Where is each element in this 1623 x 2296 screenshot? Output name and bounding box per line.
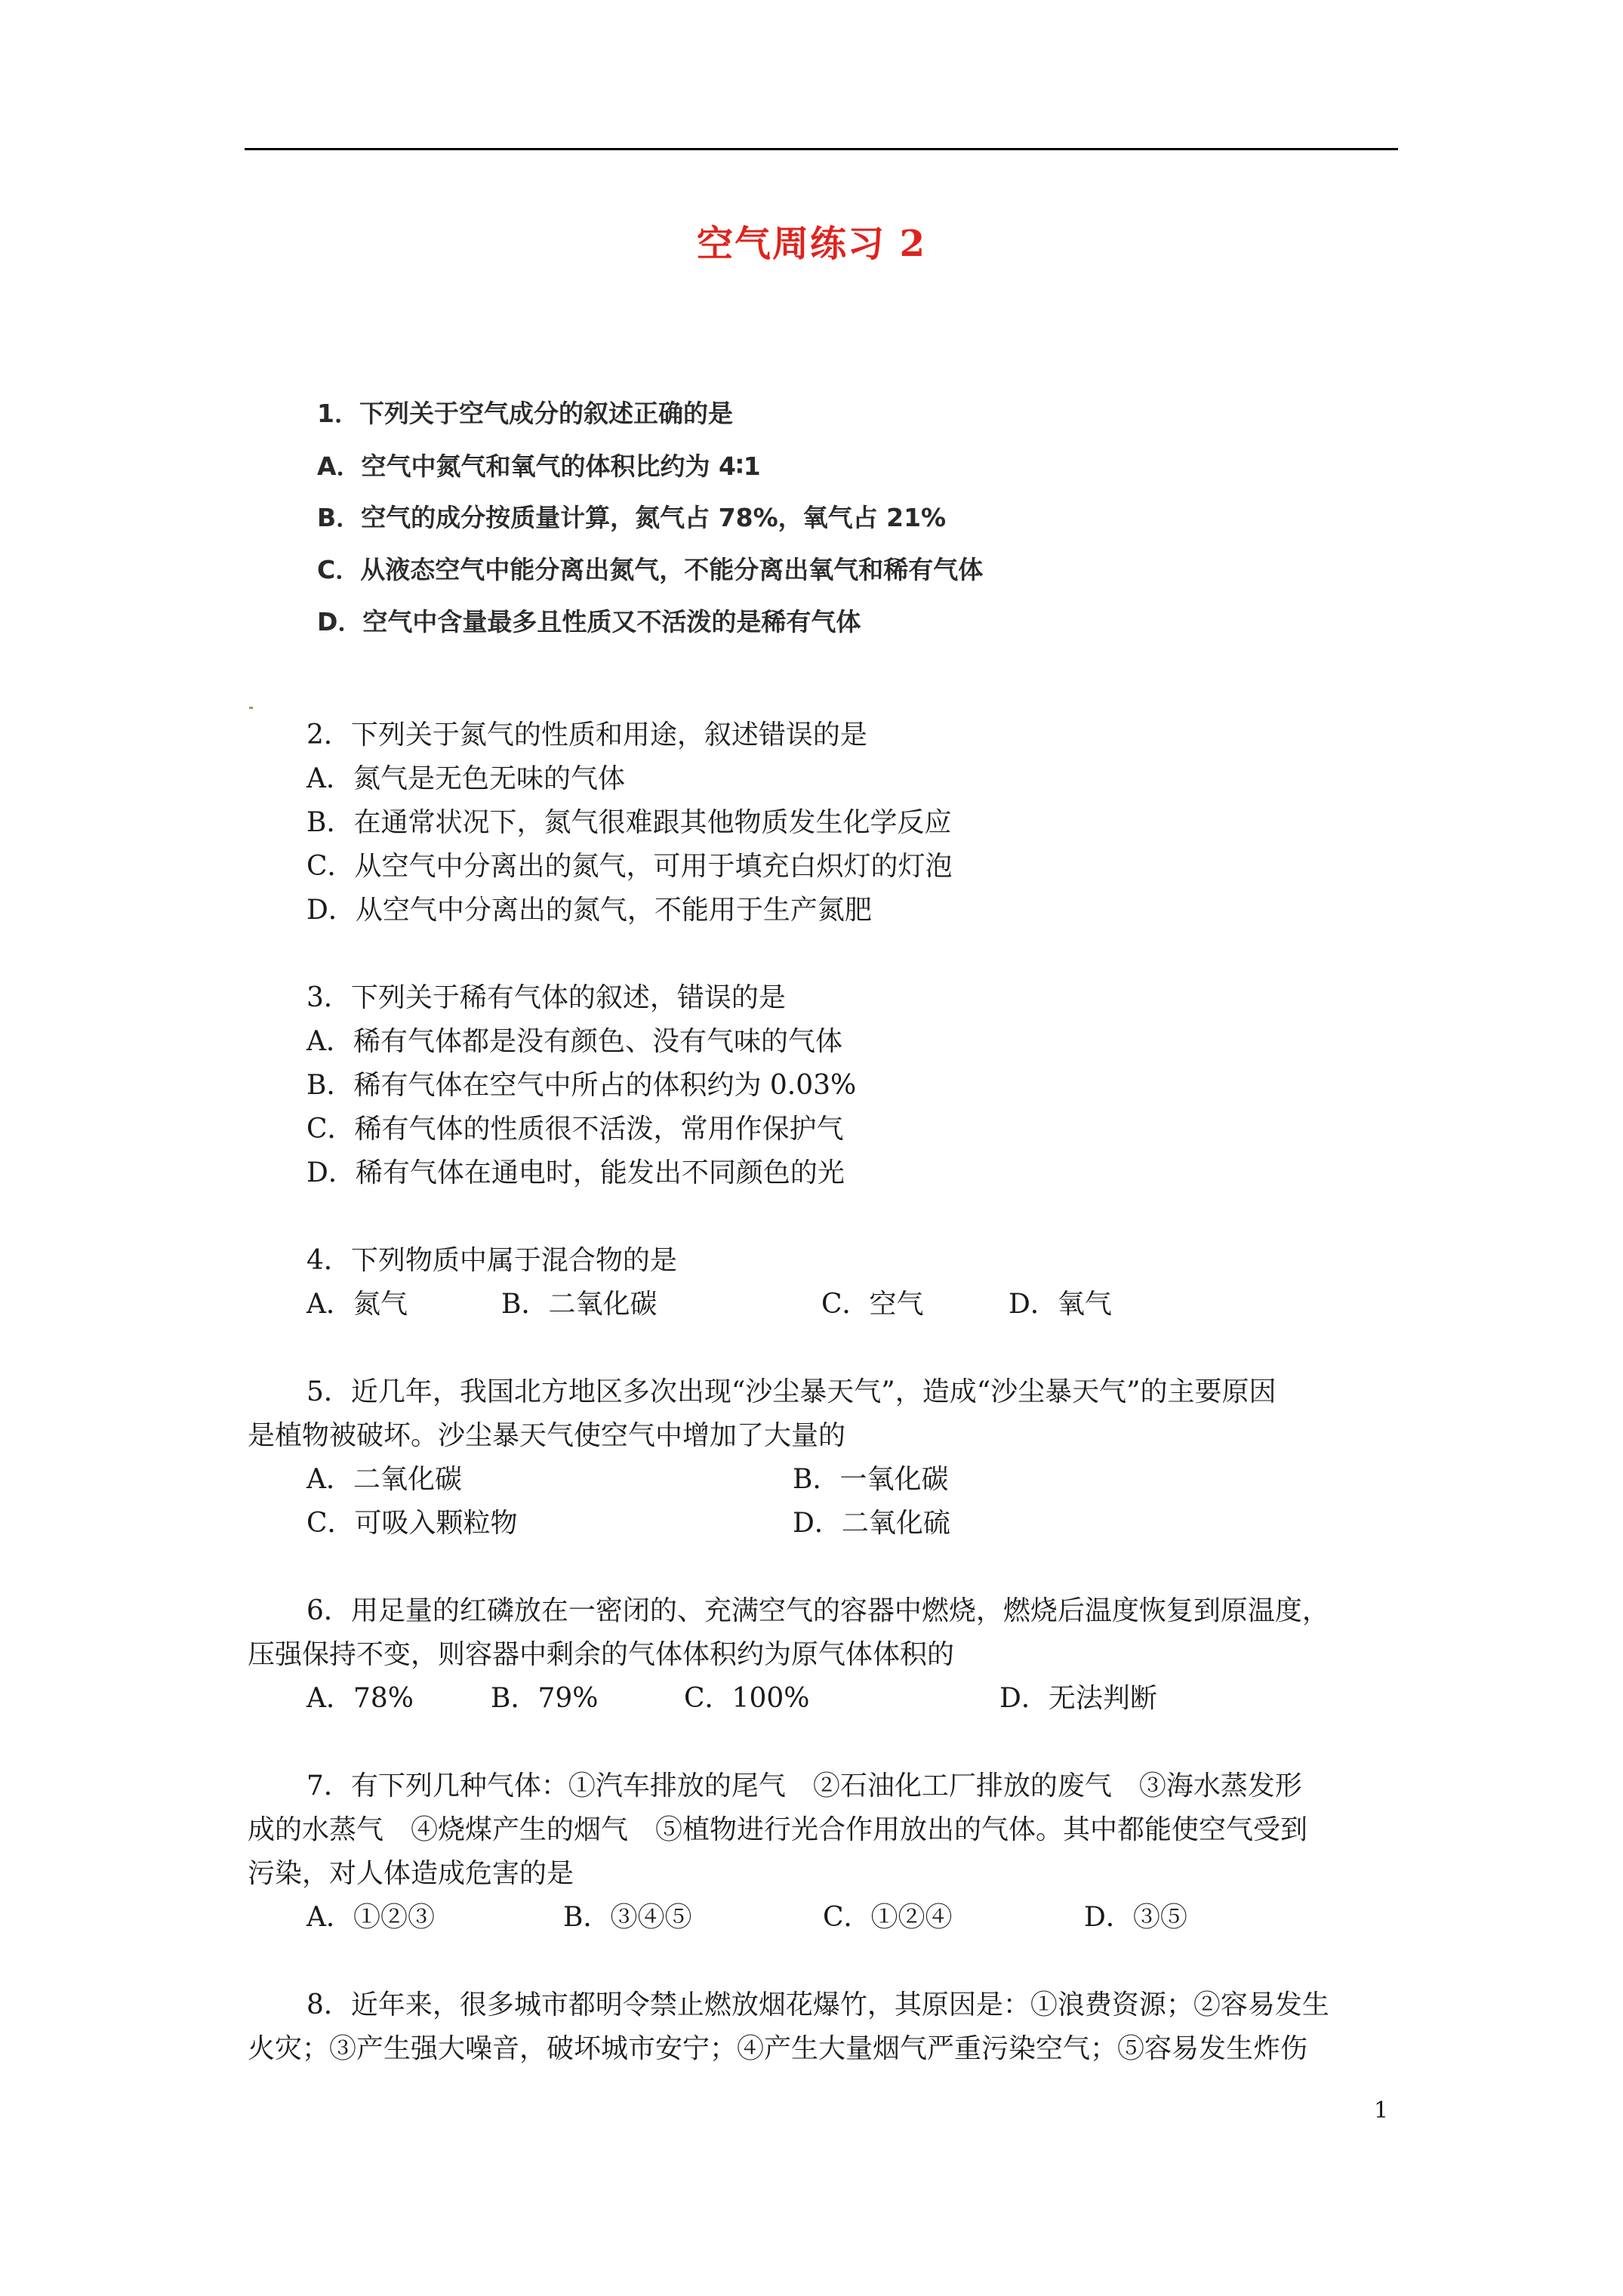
q3-option-d: D．稀有气体在通电时，能发出不同颜色的光 bbox=[306, 1157, 845, 1188]
q3-option-a: A．稀有气体都是没有颜色、没有气味的气体 bbox=[306, 1026, 842, 1057]
q2-option-a: A．氮气是无色无味的气体 bbox=[306, 763, 625, 794]
q2-option-c: C．从空气中分离出的氮气，可用于填充白炽灯的灯泡 bbox=[306, 851, 953, 882]
q7-option-a: A．①②③ bbox=[306, 1902, 435, 1933]
q6-option-b: B．79% bbox=[491, 1683, 599, 1714]
q1-option-b: B．空气的成分按质量计算，氮气占 78%，氧气占 21% bbox=[317, 503, 947, 532]
page-number: 1 bbox=[1374, 2097, 1389, 2124]
q6-option-a: A．78% bbox=[306, 1683, 414, 1714]
q7-option-c: C．①②④ bbox=[823, 1902, 953, 1933]
q7-option-b: B．③④⑤ bbox=[563, 1902, 692, 1933]
header-rule bbox=[245, 148, 1398, 150]
q6-option-c: C．100% bbox=[684, 1683, 810, 1714]
q7-stem-line-2: 成的水蒸气 ④烧煤产生的烟气 ⑤植物进行光合作用放出的气体。其中都能使空气受到 bbox=[248, 1814, 1308, 1845]
q1-option-a: A．空气中氮气和氧气的体积比约为 4∶1 bbox=[317, 451, 761, 481]
q5-option-d: D．二氧化硫 bbox=[793, 1508, 950, 1539]
q5-option-a: A．二氧化碳 bbox=[306, 1464, 462, 1495]
q5-stem-line-2: 是植物被破坏。沙尘暴天气使空气中增加了大量的 bbox=[248, 1420, 846, 1451]
q2-option-b: B．在通常状况下，氮气很难跟其他物质发生化学反应 bbox=[306, 807, 952, 838]
q4-option-a: A．氮气 bbox=[306, 1289, 408, 1320]
q7-option-d: D．③⑤ bbox=[1084, 1902, 1187, 1933]
q5-stem-line-1: 5．近几年，我国北方地区多次出现“沙尘暴天气”，造成“沙尘暴天气”的主要原因 bbox=[306, 1376, 1277, 1407]
q6-option-d: D．无法判断 bbox=[999, 1683, 1157, 1714]
q8-stem-line-1: 8．近年来，很多城市都明令禁止燃放烟花爆竹，其原因是：①浪费资源；②容易发生 bbox=[306, 1989, 1329, 2020]
q4-option-d: D．氧气 bbox=[1009, 1289, 1112, 1320]
q7-stem-line-3: 污染，对人体造成危害的是 bbox=[248, 1858, 574, 1889]
q4-stem: 4．下列物质中属于混合物的是 bbox=[306, 1245, 677, 1276]
q6-stem-line-1: 6．用足量的红磷放在一密闭的、充满空气的容器中燃烧，燃烧后温度恢复到原温度， bbox=[306, 1595, 1329, 1626]
q4-option-b: B．二氧化碳 bbox=[501, 1289, 658, 1320]
q2-stem: 2．下列关于氮气的性质和用途，叙述错误的是 bbox=[306, 720, 867, 750]
q3-stem: 3．下列关于稀有气体的叙述，错误的是 bbox=[306, 982, 786, 1013]
q3-option-b: B．稀有气体在空气中所占的体积约为 0.03% bbox=[306, 1070, 857, 1101]
page-title: 空气周练习 2 bbox=[696, 223, 927, 265]
q6-stem-line-2: 压强保持不变，则容器中剩余的气体体积约为原气体体积的 bbox=[248, 1639, 955, 1670]
q5-option-c: C．可吸入颗粒物 bbox=[306, 1508, 518, 1539]
q8-stem-line-2: 火灾；③产生强大噪音，破坏城市安宁；④产生大量烟气严重污染空气；⑤容易发生炸伤 bbox=[248, 2033, 1308, 2064]
q5-option-b: B．一氧化碳 bbox=[793, 1464, 949, 1495]
q1-option-d: D．空气中含量最多且性质又不活泼的是稀有气体 bbox=[317, 607, 861, 636]
q7-stem-line-1: 7．有下列几种气体：①汽车排放的尾气 ②石油化工厂排放的废气 ③海水蒸发形 bbox=[306, 1771, 1302, 1801]
q1-option-c: C．从液态空气中能分离出氮气，不能分离出氧气和稀有气体 bbox=[317, 555, 984, 584]
q4-option-c: C．空气 bbox=[821, 1289, 924, 1320]
scan-speck bbox=[249, 707, 253, 709]
q3-option-c: C．稀有气体的性质很不活泼，常用作保护气 bbox=[306, 1114, 844, 1145]
q2-option-d: D．从空气中分离出的氮气，不能用于生产氮肥 bbox=[306, 895, 872, 926]
q1-stem: 1．下列关于空气成分的叙述正确的是 bbox=[317, 399, 733, 428]
